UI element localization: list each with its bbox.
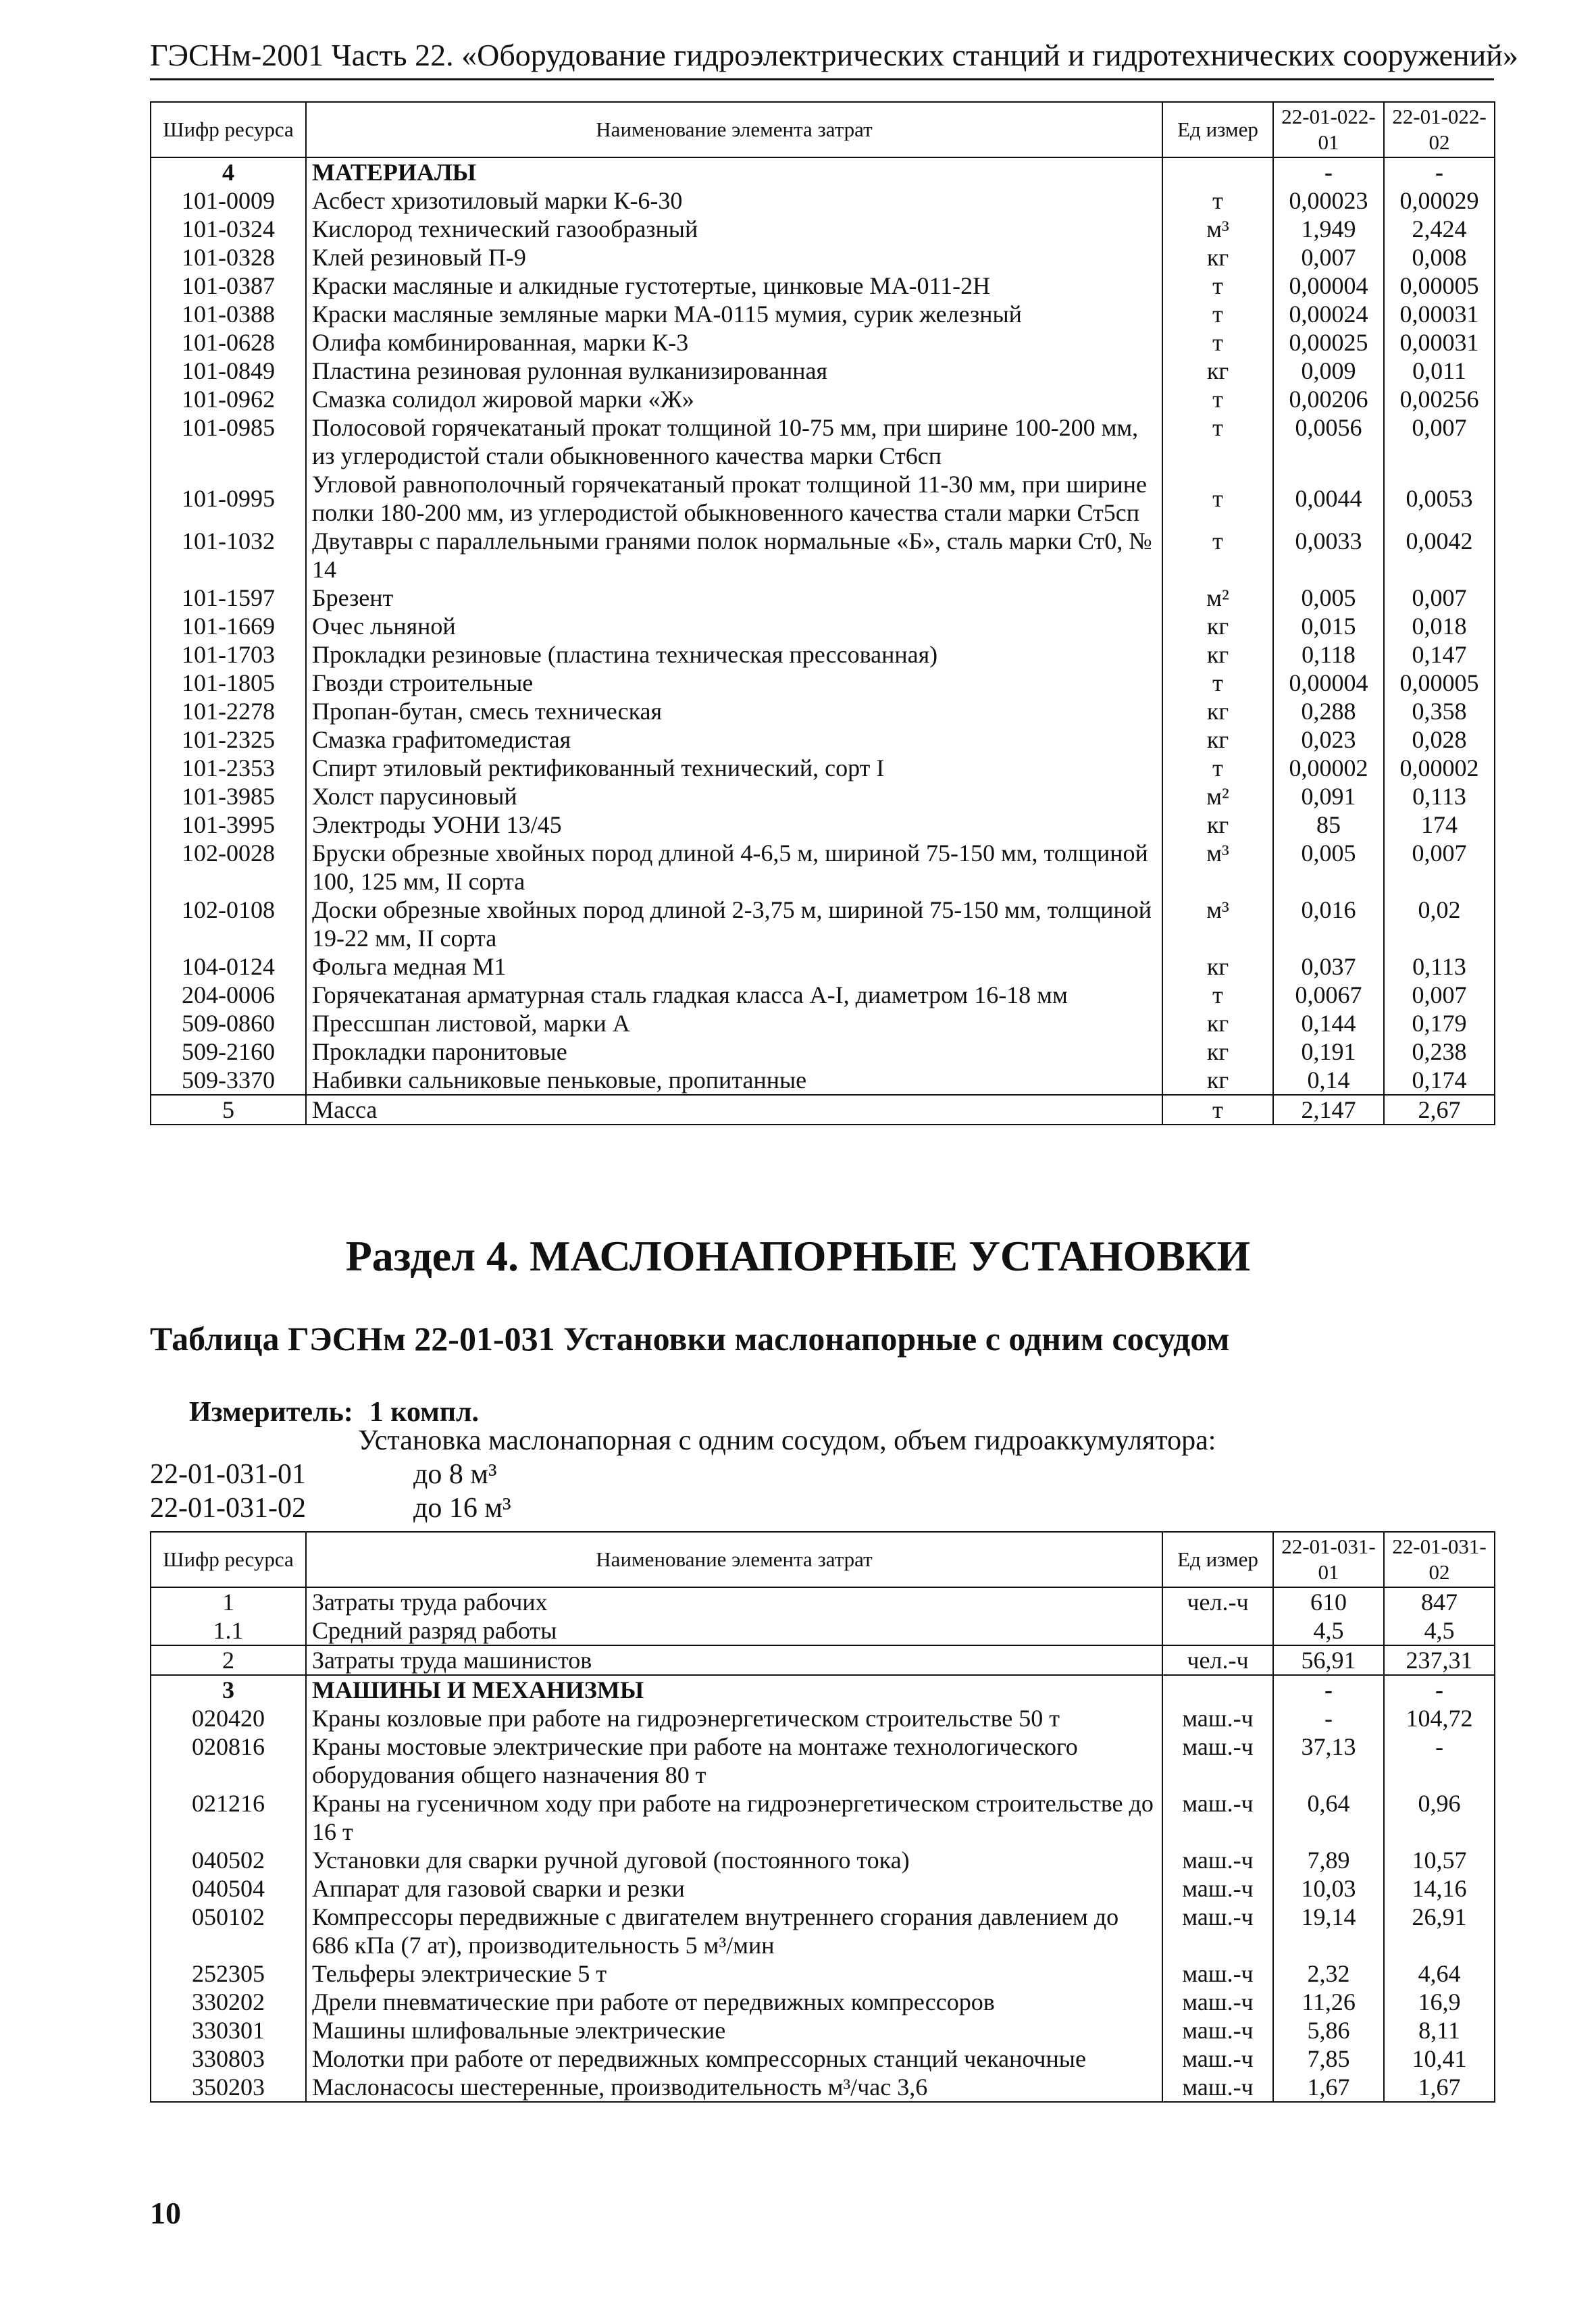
col-header-name: Наименование элемента затрат <box>306 1532 1162 1587</box>
cell-value-1: 10,03 <box>1273 1874 1384 1903</box>
cell-unit: т <box>1162 300 1273 328</box>
cell-name: Средний разряд работы <box>306 1616 1162 1645</box>
cell-name: Прокладки резиновые (пластина техническая прессованная) <box>306 640 1162 669</box>
cell-value-1: 0,007 <box>1273 243 1384 272</box>
cell-value-1: 4,5 <box>1273 1616 1384 1645</box>
cell-value-1: - <box>1273 1704 1384 1732</box>
col-header-variant-1: 22-01-022-01 <box>1273 102 1384 157</box>
table-row <box>151 952 1495 981</box>
cell-code: 101-2278 <box>151 697 306 725</box>
table-row <box>151 981 1495 1009</box>
cell-value-1: 5,86 <box>1273 2016 1384 2045</box>
cell-code: 509-0860 <box>151 1009 306 1037</box>
cell-value-1: 2,147 <box>1273 1095 1384 1125</box>
cell-code: 252305 <box>151 1959 306 1988</box>
cell-code: 101-1597 <box>151 584 306 612</box>
cell-unit: маш.-ч <box>1162 1959 1273 1988</box>
cell-code: 101-1703 <box>151 640 306 669</box>
cell-name: Очес льняной <box>306 612 1162 640</box>
cell-code: 101-0387 <box>151 272 306 300</box>
cell-value-2: 16,9 <box>1384 1988 1495 2016</box>
cell-code: 350203 <box>151 2073 306 2102</box>
cell-name: Компрессоры передвижные с двигателем внутреннего сгорания давлением до 686 кПа (7 ат), производительность 5 м³/мин <box>306 1903 1162 1959</box>
cell-unit: кг <box>1162 243 1273 272</box>
col-header-unit: Ед измер <box>1162 102 1273 157</box>
table-row <box>151 1675 1495 1704</box>
cell-unit: м² <box>1162 782 1273 811</box>
cell-name: Прокладки паронитовые <box>306 1037 1162 1066</box>
table-row <box>151 357 1495 385</box>
cell-unit: т <box>1162 328 1273 357</box>
cell-name: Холст парусиновый <box>306 782 1162 811</box>
cell-code: 101-3985 <box>151 782 306 811</box>
cell-value-1: 0,00024 <box>1273 300 1384 328</box>
resource-table-22-01-022 <box>150 101 1495 1125</box>
cell-name: Дрели пневматические при работе от передвижных компрессоров <box>306 1988 1162 2016</box>
table-body <box>151 157 1495 1125</box>
table-row <box>151 2016 1495 2045</box>
variant-code: 22-01-031-02 <box>150 1493 306 1524</box>
cell-value-1: 85 <box>1273 811 1384 839</box>
cell-unit: кг <box>1162 725 1273 754</box>
cell-value-1: 0,005 <box>1273 839 1384 896</box>
cell-name: МАШИНЫ И МЕХАНИЗМЫ <box>306 1675 1162 1704</box>
cell-code: 1 <box>151 1587 306 1616</box>
cell-code: 1.1 <box>151 1616 306 1645</box>
cell-code: 101-2325 <box>151 725 306 754</box>
cell-unit: маш.-ч <box>1162 1846 1273 1874</box>
cell-unit: м³ <box>1162 215 1273 243</box>
cell-name: Краны на гусеничном ходу при работе на гидроэнергетическом строительстве до 16 т <box>306 1789 1162 1846</box>
cell-name: Брезент <box>306 584 1162 612</box>
cell-unit: маш.-ч <box>1162 1988 1273 2016</box>
cell-code: 101-0962 <box>151 385 306 413</box>
cell-value-2: 0,0053 <box>1384 470 1495 527</box>
cell-code: 102-0028 <box>151 839 306 896</box>
table-row <box>151 1903 1495 1959</box>
table-row <box>151 1645 1495 1675</box>
cell-code: 101-0388 <box>151 300 306 328</box>
cell-unit: чел.-ч <box>1162 1587 1273 1616</box>
col-header-variant-2: 22-01-031-02 <box>1384 1532 1495 1587</box>
cell-value-1: 0,091 <box>1273 782 1384 811</box>
table-row <box>151 527 1495 584</box>
cell-unit: т <box>1162 186 1273 215</box>
cell-name: Маслонасосы шестеренные, производительность м³/час 3,6 <box>306 2073 1162 2102</box>
cell-unit: кг <box>1162 357 1273 385</box>
cell-value-2: 0,00256 <box>1384 385 1495 413</box>
table-row <box>151 1789 1495 1846</box>
cell-value-2: - <box>1384 1732 1495 1789</box>
cell-name: Прессшпан листовой, марки А <box>306 1009 1162 1037</box>
table-row <box>151 186 1495 215</box>
cell-name: Полосовой горячекатаный прокат толщиной 10-75 мм, при ширине 100-200 мм, из углеродистой стали обыкновенного качества марки Ст6сп <box>306 413 1162 470</box>
cell-value-2: 10,41 <box>1384 2045 1495 2073</box>
cell-name: МАТЕРИАЛЫ <box>306 157 1162 186</box>
cell-value-1: 1,949 <box>1273 215 1384 243</box>
cell-value-2: 14,16 <box>1384 1874 1495 1903</box>
cell-unit: т <box>1162 385 1273 413</box>
cell-unit: м³ <box>1162 839 1273 896</box>
cell-value-2: 0,007 <box>1384 584 1495 612</box>
cell-value-2: 0,00029 <box>1384 186 1495 215</box>
cell-code: 104-0124 <box>151 952 306 981</box>
cell-value-2: 2,67 <box>1384 1095 1495 1125</box>
table-row <box>151 243 1495 272</box>
cell-code: 101-1669 <box>151 612 306 640</box>
meter-label: Измеритель: <box>189 1397 353 1428</box>
cell-value-1: 56,91 <box>1273 1645 1384 1675</box>
table-row <box>151 1874 1495 1903</box>
table-row <box>151 754 1495 782</box>
cell-unit: м³ <box>1162 896 1273 952</box>
cell-name: Электроды УОНИ 13/45 <box>306 811 1162 839</box>
table-row <box>151 272 1495 300</box>
table-row <box>151 612 1495 640</box>
cell-value-2: 0,113 <box>1384 952 1495 981</box>
cell-code: 101-0995 <box>151 470 306 527</box>
cell-value-2: 4,5 <box>1384 1616 1495 1645</box>
variant-text: до 16 м³ <box>413 1493 511 1524</box>
cell-unit: т <box>1162 413 1273 470</box>
cell-code: 020420 <box>151 1704 306 1732</box>
cell-code: 330301 <box>151 2016 306 2045</box>
cell-value-1: 1,67 <box>1273 2073 1384 2102</box>
cell-value-1: 7,85 <box>1273 2045 1384 2073</box>
cell-unit: т <box>1162 272 1273 300</box>
cell-value-1: 0,00206 <box>1273 385 1384 413</box>
cell-unit: т <box>1162 669 1273 697</box>
cell-value-1: 0,14 <box>1273 1066 1384 1095</box>
cell-value-1: 0,118 <box>1273 640 1384 669</box>
cell-code: 021216 <box>151 1789 306 1846</box>
table-row <box>151 385 1495 413</box>
cell-value-1: 0,00025 <box>1273 328 1384 357</box>
table-row <box>151 2073 1495 2102</box>
table-row <box>151 1587 1495 1616</box>
cell-unit: кг <box>1162 1037 1273 1066</box>
table-row <box>151 1616 1495 1645</box>
cell-value-2: 174 <box>1384 811 1495 839</box>
cell-value-1: 0,023 <box>1273 725 1384 754</box>
cell-value-2: 0,011 <box>1384 357 1495 385</box>
page-number: 10 <box>150 2196 181 2230</box>
col-header-variant-2: 22-01-022-02 <box>1384 102 1495 157</box>
cell-unit: кг <box>1162 1009 1273 1037</box>
table-row <box>151 215 1495 243</box>
col-header-code: Шифр ресурса <box>151 1532 306 1587</box>
cell-value-2: 0,358 <box>1384 697 1495 725</box>
table-row <box>151 697 1495 725</box>
cell-code: 330803 <box>151 2045 306 2073</box>
cell-name: Двутавры с параллельными гранями полок нормальные «Б», сталь марки Ст0, № 14 <box>306 527 1162 584</box>
cell-name: Доски обрезные хвойных пород длиной 2-3,75 м, шириной 75-150 мм, толщиной 19-22 мм, II сорта <box>306 896 1162 952</box>
cell-code: 040504 <box>151 1874 306 1903</box>
cell-code: 101-0849 <box>151 357 306 385</box>
cell-unit: маш.-ч <box>1162 2045 1273 2073</box>
cell-value-1: 0,009 <box>1273 357 1384 385</box>
cell-unit: маш.-ч <box>1162 1874 1273 1903</box>
table-row <box>151 839 1495 896</box>
cell-code: 101-0628 <box>151 328 306 357</box>
cell-unit: т <box>1162 470 1273 527</box>
cell-unit <box>1162 1675 1273 1704</box>
cell-value-2: 0,00005 <box>1384 272 1495 300</box>
cell-value-2: 237,31 <box>1384 1645 1495 1675</box>
cell-unit: маш.-ч <box>1162 1704 1273 1732</box>
cell-value-1: - <box>1273 157 1384 186</box>
cell-unit: маш.-ч <box>1162 2073 1273 2102</box>
table-row <box>151 1704 1495 1732</box>
cell-value-2: 0,02 <box>1384 896 1495 952</box>
cell-name: Установки для сварки ручной дуговой (постоянного тока) <box>306 1846 1162 1874</box>
cell-value-1: 0,00002 <box>1273 754 1384 782</box>
cell-code: 102-0108 <box>151 896 306 952</box>
meter-value: 1 компл. <box>369 1397 480 1428</box>
cell-value-2: 0,018 <box>1384 612 1495 640</box>
cell-code: 4 <box>151 157 306 186</box>
cell-code: 101-1032 <box>151 527 306 584</box>
cell-unit: кг <box>1162 952 1273 981</box>
table-row <box>151 300 1495 328</box>
cell-unit: кг <box>1162 1066 1273 1095</box>
cell-value-1: 0,191 <box>1273 1037 1384 1066</box>
section-title: Раздел 4. МАСЛОНАПОРНЫЕ УСТАНОВКИ <box>345 1232 1251 1280</box>
cell-value-1: 37,13 <box>1273 1732 1384 1789</box>
table-row <box>151 157 1495 186</box>
cell-code: 330202 <box>151 1988 306 2016</box>
cell-name: Олифа комбинированная, марки К-3 <box>306 328 1162 357</box>
cell-value-1: 0,0033 <box>1273 527 1384 584</box>
cell-value-1: 0,0044 <box>1273 470 1384 527</box>
cell-name: Машины шлифовальные электрические <box>306 2016 1162 2045</box>
cell-name: Фольга медная М1 <box>306 952 1162 981</box>
cell-unit: м² <box>1162 584 1273 612</box>
cell-value-2: 0,00031 <box>1384 328 1495 357</box>
cell-code: 3 <box>151 1675 306 1704</box>
cell-value-2: 0,113 <box>1384 782 1495 811</box>
cell-name: Спирт этиловый ректификованный технический, сорт I <box>306 754 1162 782</box>
cell-code: 509-2160 <box>151 1037 306 1066</box>
col-header-variant-1: 22-01-031-01 <box>1273 1532 1384 1587</box>
cell-unit: кг <box>1162 811 1273 839</box>
table-row <box>151 1037 1495 1066</box>
resource-table-22-01-031 <box>150 1531 1495 2103</box>
cell-value-1: 0,64 <box>1273 1789 1384 1846</box>
cell-value-2: 2,424 <box>1384 215 1495 243</box>
cell-value-2: 8,11 <box>1384 2016 1495 2045</box>
cell-unit: кг <box>1162 612 1273 640</box>
variant-line <box>150 1491 511 1526</box>
cell-value-1: - <box>1273 1675 1384 1704</box>
cell-value-2: 0,007 <box>1384 839 1495 896</box>
cell-code: 101-0324 <box>151 215 306 243</box>
table-body <box>151 1587 1495 2102</box>
cell-code: 040502 <box>151 1846 306 1874</box>
cell-name: Горячекатаная арматурная сталь гладкая класса А-I, диаметром 16-18 мм <box>306 981 1162 1009</box>
table-header-row <box>151 102 1495 157</box>
table-row <box>151 413 1495 470</box>
cell-value-2: 1,67 <box>1384 2073 1495 2102</box>
cell-name: Молотки при работе от передвижных компрессорных станций чеканочные <box>306 2045 1162 2073</box>
cell-value-2: 0,00002 <box>1384 754 1495 782</box>
table-row <box>151 896 1495 952</box>
cell-code: 101-2353 <box>151 754 306 782</box>
cell-value-2: 0,174 <box>1384 1066 1495 1095</box>
cell-value-2: 4,64 <box>1384 1959 1495 1988</box>
table-row <box>151 811 1495 839</box>
table-row <box>151 328 1495 357</box>
cell-value-1: 0,00004 <box>1273 669 1384 697</box>
cell-unit: кг <box>1162 697 1273 725</box>
table-title: Таблица ГЭСНм 22-01-031 Установки маслонапорные с одним сосудом <box>150 1320 1230 1358</box>
cell-code: 101-0009 <box>151 186 306 215</box>
table-row <box>151 1732 1495 1789</box>
cell-value-1: 0,016 <box>1273 896 1384 952</box>
cell-unit: кг <box>1162 640 1273 669</box>
cell-value-2: 0,147 <box>1384 640 1495 669</box>
cell-code: 020816 <box>151 1732 306 1789</box>
cell-value-1: 0,037 <box>1273 952 1384 981</box>
cell-code: 204-0006 <box>151 981 306 1009</box>
cell-unit: чел.-ч <box>1162 1645 1273 1675</box>
cell-value-1: 610 <box>1273 1587 1384 1616</box>
cell-value-2: - <box>1384 1675 1495 1704</box>
cell-code: 101-1805 <box>151 669 306 697</box>
cell-value-1: 0,144 <box>1273 1009 1384 1037</box>
cell-value-1: 0,005 <box>1273 584 1384 612</box>
cell-code: 101-3995 <box>151 811 306 839</box>
cell-name: Асбест хризотиловый марки К-6-30 <box>306 186 1162 215</box>
cell-name: Бруски обрезные хвойных пород длиной 4-6,5 м, шириной 75-150 мм, толщиной 100, 125 мм, II сорта <box>306 839 1162 896</box>
variant-line <box>150 1457 497 1492</box>
cell-name: Краны мостовые электрические при работе на монтаже технологического оборудования общего назначения 80 т <box>306 1732 1162 1789</box>
cell-value-1: 0,0067 <box>1273 981 1384 1009</box>
cell-value-2: 0,008 <box>1384 243 1495 272</box>
cell-value-1: 2,32 <box>1273 1959 1384 1988</box>
cell-value-1: 19,14 <box>1273 1903 1384 1959</box>
cell-value-2: 0,00005 <box>1384 669 1495 697</box>
cell-name: Гвозди строительные <box>306 669 1162 697</box>
cell-value-2: 10,57 <box>1384 1846 1495 1874</box>
cell-code: 101-0985 <box>151 413 306 470</box>
cell-code: 101-0328 <box>151 243 306 272</box>
cell-name: Смазка солидол жировой марки «Ж» <box>306 385 1162 413</box>
cell-unit: т <box>1162 981 1273 1009</box>
installation-description: Установка маслонапорная с одним сосудом, объем гидроаккумулятора: <box>358 1425 1216 1456</box>
table-row <box>151 2045 1495 2073</box>
cell-name: Пропан-бутан, смесь техническая <box>306 697 1162 725</box>
cell-unit: маш.-ч <box>1162 1903 1273 1959</box>
col-header-code: Шифр ресурса <box>151 102 306 157</box>
cell-value-1: 0,288 <box>1273 697 1384 725</box>
cell-value-2: 0,00031 <box>1384 300 1495 328</box>
cell-name: Аппарат для газовой сварки и резки <box>306 1874 1162 1903</box>
table-row <box>151 1959 1495 1988</box>
cell-name: Краски масляные и алкидные густотертые, цинковые МА-011-2Н <box>306 272 1162 300</box>
table-row <box>151 1009 1495 1037</box>
cell-value-1: 0,015 <box>1273 612 1384 640</box>
cell-name: Набивки сальниковые пеньковые, пропитанные <box>306 1066 1162 1095</box>
cell-value-1: 7,89 <box>1273 1846 1384 1874</box>
cell-value-2: 0,028 <box>1384 725 1495 754</box>
cell-code: 509-3370 <box>151 1066 306 1095</box>
table-row <box>151 725 1495 754</box>
table-row <box>151 669 1495 697</box>
cell-value-2: - <box>1384 157 1495 186</box>
cell-unit: т <box>1162 527 1273 584</box>
cell-value-2: 847 <box>1384 1587 1495 1616</box>
cell-value-1: 11,26 <box>1273 1988 1384 2016</box>
table-row <box>151 1988 1495 2016</box>
cell-name: Краны козловые при работе на гидроэнергетическом строительстве 50 т <box>306 1704 1162 1732</box>
cell-unit: маш.-ч <box>1162 1732 1273 1789</box>
cell-value-1: 0,00023 <box>1273 186 1384 215</box>
cell-unit: т <box>1162 1095 1273 1125</box>
running-header: ГЭСНм-2001 Часть 22. «Оборудование гидроэлектрических станций и гидротехнических сооружений» <box>150 35 1494 80</box>
cell-unit: маш.-ч <box>1162 2016 1273 2045</box>
cell-value-2: 0,179 <box>1384 1009 1495 1037</box>
table-row <box>151 584 1495 612</box>
cell-unit <box>1162 157 1273 186</box>
cell-value-2: 0,007 <box>1384 981 1495 1009</box>
cell-name: Масса <box>306 1095 1162 1125</box>
cell-code: 050102 <box>151 1903 306 1959</box>
cell-value-2: 0,0042 <box>1384 527 1495 584</box>
cell-name: Тельферы электрические 5 т <box>306 1959 1162 1988</box>
cell-name: Смазка графитомедистая <box>306 725 1162 754</box>
cell-unit: т <box>1162 754 1273 782</box>
cell-unit <box>1162 1616 1273 1645</box>
cell-name: Пластина резиновая рулонная вулканизированная <box>306 357 1162 385</box>
cell-value-1: 0,0056 <box>1273 413 1384 470</box>
cell-name: Краски масляные земляные марки МА-0115 мумия, сурик железный <box>306 300 1162 328</box>
cell-value-2: 0,238 <box>1384 1037 1495 1066</box>
table-row <box>151 782 1495 811</box>
table-row <box>151 1846 1495 1874</box>
variant-text: до 8 м³ <box>413 1459 497 1490</box>
cell-unit: маш.-ч <box>1162 1789 1273 1846</box>
cell-name: Кислород технический газообразный <box>306 215 1162 243</box>
cell-name: Угловой равнополочный горячекатаный прокат толщиной 11-30 мм, при ширине полки 180-200 мм, из углеродистой обыкновенного качества стали марки Ст5сп <box>306 470 1162 527</box>
cell-value-1: 0,00004 <box>1273 272 1384 300</box>
cell-code: 2 <box>151 1645 306 1675</box>
cell-value-2: 104,72 <box>1384 1704 1495 1732</box>
table-row <box>151 470 1495 527</box>
col-header-name: Наименование элемента затрат <box>306 102 1162 157</box>
cell-value-2: 0,96 <box>1384 1789 1495 1846</box>
table-row <box>151 640 1495 669</box>
table-header-row <box>151 1532 1495 1587</box>
variant-code: 22-01-031-01 <box>150 1459 306 1490</box>
cell-name: Затраты труда рабочих <box>306 1587 1162 1616</box>
cell-value-2: 0,007 <box>1384 413 1495 470</box>
cell-code: 5 <box>151 1095 306 1125</box>
col-header-unit: Ед измер <box>1162 1532 1273 1587</box>
table-row <box>151 1066 1495 1095</box>
cell-name: Затраты труда машинистов <box>306 1645 1162 1675</box>
cell-value-2: 26,91 <box>1384 1903 1495 1959</box>
table-row <box>151 1095 1495 1125</box>
cell-name: Клей резиновый П-9 <box>306 243 1162 272</box>
